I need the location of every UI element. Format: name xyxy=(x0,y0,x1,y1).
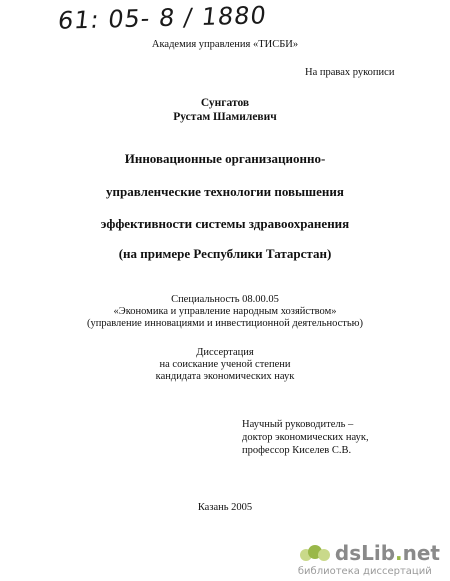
title-line-1: Инновационные организационно- xyxy=(124,151,326,166)
brand-tld: net xyxy=(402,541,440,565)
dissertation-degree: кандидата экономических наук xyxy=(155,371,295,382)
supervisor-name: профессор Киселев С.В. xyxy=(242,445,352,456)
author-surname: Сунгатов xyxy=(200,97,250,109)
institution-name: Академия управления «ТИСБИ» xyxy=(151,39,299,50)
specialty-field: (управление инновациями и инвестиционной деятельностью) xyxy=(86,318,364,329)
specialty-code: Специальность 08.00.05 xyxy=(171,294,279,305)
supervisor-degree: доктор экономических наук, xyxy=(242,432,369,443)
manuscript-rights: На правах рукописи xyxy=(305,67,395,78)
title-line-4: (на примере Республики Татарстан) xyxy=(118,246,332,261)
title-line-3: эффективности системы здравоохранения xyxy=(100,216,350,231)
supervisor-role: Научный руководитель – xyxy=(242,419,354,430)
specialty-name: «Экономика и управление народным хозяйством» xyxy=(113,306,337,317)
dslib-logo-text xyxy=(335,541,440,565)
dslib-watermark[interactable] xyxy=(298,541,440,577)
dissertation-label: Диссертация xyxy=(196,347,254,358)
dissertation-purpose: на соискание ученой степени xyxy=(159,359,291,370)
brand-dot: . xyxy=(395,541,403,565)
dslib-logo-icon xyxy=(298,543,332,563)
handwritten-code: 61: 05- 8 / 1880 xyxy=(56,1,269,35)
author-given-names: Рустам Шамилевич xyxy=(173,111,277,123)
title-line-2: управленческие технологии повышения xyxy=(106,184,344,199)
dslib-subtitle: библиотека диссертаций xyxy=(297,566,432,577)
brand-main: dsLib xyxy=(334,541,396,565)
city-year: Казань 2005 xyxy=(197,502,253,513)
